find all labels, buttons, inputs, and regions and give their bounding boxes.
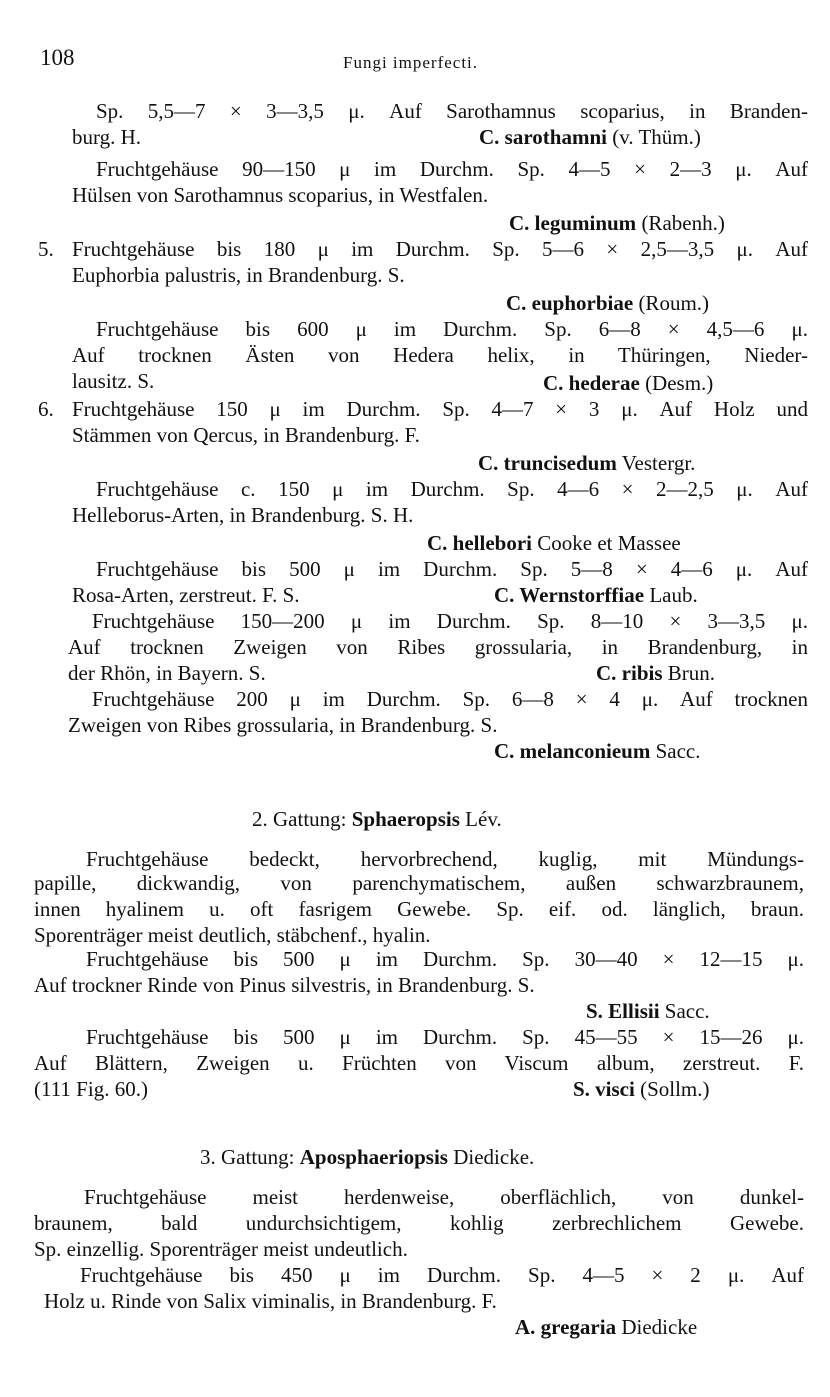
text-line: Fruchtgehäuse bis 500 μ im Durchm. Sp. 45—55 × 15—26 μ. bbox=[86, 1025, 804, 1049]
text-line: Auf trocknen Zweigen von Ribes grossularia, in Brandenburg, in bbox=[68, 635, 808, 659]
species-binomial: C. ribis bbox=[596, 661, 663, 685]
species-name bbox=[479, 124, 701, 150]
text-line: Stämmen von Qercus, in Brandenburg. F. bbox=[72, 423, 420, 447]
text-line: Fruchtgehäuse c. 150 μ im Durchm. Sp. 4—6 × 2—2,5 μ. Auf bbox=[96, 477, 808, 501]
text-line: Fruchtgehäuse bis 180 μ im Durchm. Sp. 5—6 × 2,5—3,5 μ. Auf bbox=[72, 237, 808, 261]
text-line: innen hyalinem u. oft fasrigem Gewebe. Sp. eif. od. länglich, braun. bbox=[34, 897, 804, 921]
text-line: Fruchtgehäuse 150—200 μ im Durchm. Sp. 8—10 × 3—3,5 μ. bbox=[92, 609, 808, 633]
species-name bbox=[494, 738, 700, 764]
text-line: Auf trocknen Ästen von Hedera helix, in Thüringen, Nieder- bbox=[72, 343, 808, 367]
species-author: Laub. bbox=[649, 583, 698, 607]
species-name bbox=[478, 450, 695, 476]
species-name bbox=[509, 210, 725, 236]
species-binomial: C. sarothamni bbox=[479, 125, 607, 149]
text-line: Holz u. Rinde von Salix viminalis, in Brandenburg. F. bbox=[44, 1289, 497, 1313]
species-author: (Rabenh.) bbox=[641, 211, 725, 235]
text-line: Fruchtgehäuse bis 450 μ im Durchm. Sp. 4—5 × 2 μ. Auf bbox=[80, 1263, 804, 1287]
text-line: Fruchtgehäuse bis 500 μ im Durchm. Sp. 30—40 × 12—15 μ. bbox=[86, 947, 804, 971]
species-author: (Desm.) bbox=[645, 371, 714, 395]
species-name bbox=[427, 530, 681, 556]
species-name bbox=[596, 660, 715, 686]
species-author: Diedicke bbox=[621, 1315, 698, 1339]
species-name bbox=[506, 290, 709, 316]
heading-prefix: 3. Gattung: bbox=[200, 1145, 295, 1169]
species-name bbox=[494, 582, 698, 608]
text-line: Sporenträger meist deutlich, stäbchenf., hyalin. bbox=[34, 923, 431, 947]
genus-name: Aposphaeriopsis bbox=[299, 1145, 448, 1169]
species-author: Vestergr. bbox=[621, 451, 696, 475]
text-line: Auf trockner Rinde von Pinus silvestris, in Brandenburg. S. bbox=[34, 973, 535, 997]
text-line: Fruchtgehäuse 90—150 μ im Durchm. Sp. 4—5 × 2—3 μ. Auf bbox=[96, 157, 808, 181]
text-line: Hülsen von Sarothamnus scoparius, in Westfalen. bbox=[72, 183, 489, 207]
text-line: Sp. einzellig. Sporenträger meist undeutlich. bbox=[34, 1237, 408, 1261]
species-binomial: C. melanconieum bbox=[494, 739, 651, 763]
text-line: papille, dickwandig, von parenchymatischem, außen schwarzbraunem, bbox=[34, 871, 804, 895]
text-line: (111 Fig. 60.) bbox=[34, 1077, 148, 1101]
species-author: (v. Thüm.) bbox=[612, 125, 701, 149]
species-binomial: S. visci bbox=[573, 1077, 635, 1101]
genus-author: Lév. bbox=[465, 807, 502, 831]
section-heading bbox=[252, 806, 502, 832]
species-name bbox=[543, 370, 713, 396]
text-line: der Rhön, in Bayern. S. bbox=[68, 661, 266, 685]
text-line: Zweigen von Ribes grossularia, in Brandenburg. S. bbox=[68, 713, 498, 737]
heading-prefix: 2. Gattung: bbox=[252, 807, 347, 831]
text-line: braunem, bald undurchsichtigem, kohlig zerbrechlichem Gewebe. bbox=[34, 1211, 804, 1235]
species-name bbox=[515, 1314, 697, 1340]
text-line: Fruchtgehäuse 200 μ im Durchm. Sp. 6—8 × 4 μ. Auf trocknen bbox=[92, 687, 808, 711]
species-author: Cooke et Massee bbox=[537, 531, 681, 555]
species-binomial: A. gregaria bbox=[515, 1315, 617, 1339]
species-binomial: C. euphorbiae bbox=[506, 291, 634, 315]
page-number: 108 bbox=[40, 45, 75, 70]
section-heading bbox=[200, 1144, 534, 1170]
text-line: Helleborus-Arten, in Brandenburg. S. H. bbox=[72, 503, 414, 527]
text-line: Sp. 5,5—7 × 3—3,5 μ. Auf Sarothamnus scoparius, in Branden- bbox=[96, 99, 808, 123]
species-author: (Roum.) bbox=[638, 291, 710, 315]
species-binomial: S. Ellisii bbox=[586, 999, 660, 1023]
species-binomial: C. Wernstorffiae bbox=[494, 583, 645, 607]
species-binomial: C. leguminum bbox=[509, 211, 637, 235]
species-author: Sacc. bbox=[664, 999, 710, 1023]
species-binomial: C. hellebori bbox=[427, 531, 532, 555]
text-line: Fruchtgehäuse bedeckt, hervorbrechend, kuglig, mit Mündungs- bbox=[86, 847, 804, 871]
text-line: Rosa-Arten, zerstreut. F. S. bbox=[72, 583, 300, 607]
text-line: Euphorbia palustris, in Brandenburg. S. bbox=[72, 263, 405, 287]
species-author: (Sollm.) bbox=[640, 1077, 710, 1101]
key-number: 5. bbox=[38, 237, 54, 261]
species-binomial: C. truncisedum bbox=[478, 451, 617, 475]
running-title: Fungi imperfecti. bbox=[343, 53, 479, 72]
text-line: Fruchtgehäuse bis 500 μ im Durchm. Sp. 5—8 × 4—6 μ. Auf bbox=[96, 557, 808, 581]
text-line: Fruchtgehäuse bis 600 μ im Durchm. Sp. 6—8 × 4,5—6 μ. bbox=[96, 317, 808, 341]
species-binomial: C. hederae bbox=[543, 371, 640, 395]
text-line: burg. H. bbox=[72, 125, 142, 149]
text-line: Fruchtgehäuse 150 μ im Durchm. Sp. 4—7 × 3 μ. Auf Holz und bbox=[72, 397, 808, 421]
species-author: Brun. bbox=[667, 661, 716, 685]
text-line: Fruchtgehäuse meist herdenweise, oberflächlich, von dunkel- bbox=[84, 1185, 804, 1209]
species-author: Sacc. bbox=[655, 739, 701, 763]
key-number: 6. bbox=[38, 397, 54, 421]
genus-author: Diedicke. bbox=[453, 1145, 535, 1169]
genus-name: Sphaeropsis bbox=[351, 807, 460, 831]
species-name bbox=[586, 998, 710, 1024]
species-name bbox=[573, 1076, 710, 1102]
text-line: lausitz. S. bbox=[72, 369, 155, 393]
text-line: Auf Blättern, Zweigen u. Früchten von Viscum album, zerstreut. F. bbox=[34, 1051, 804, 1075]
